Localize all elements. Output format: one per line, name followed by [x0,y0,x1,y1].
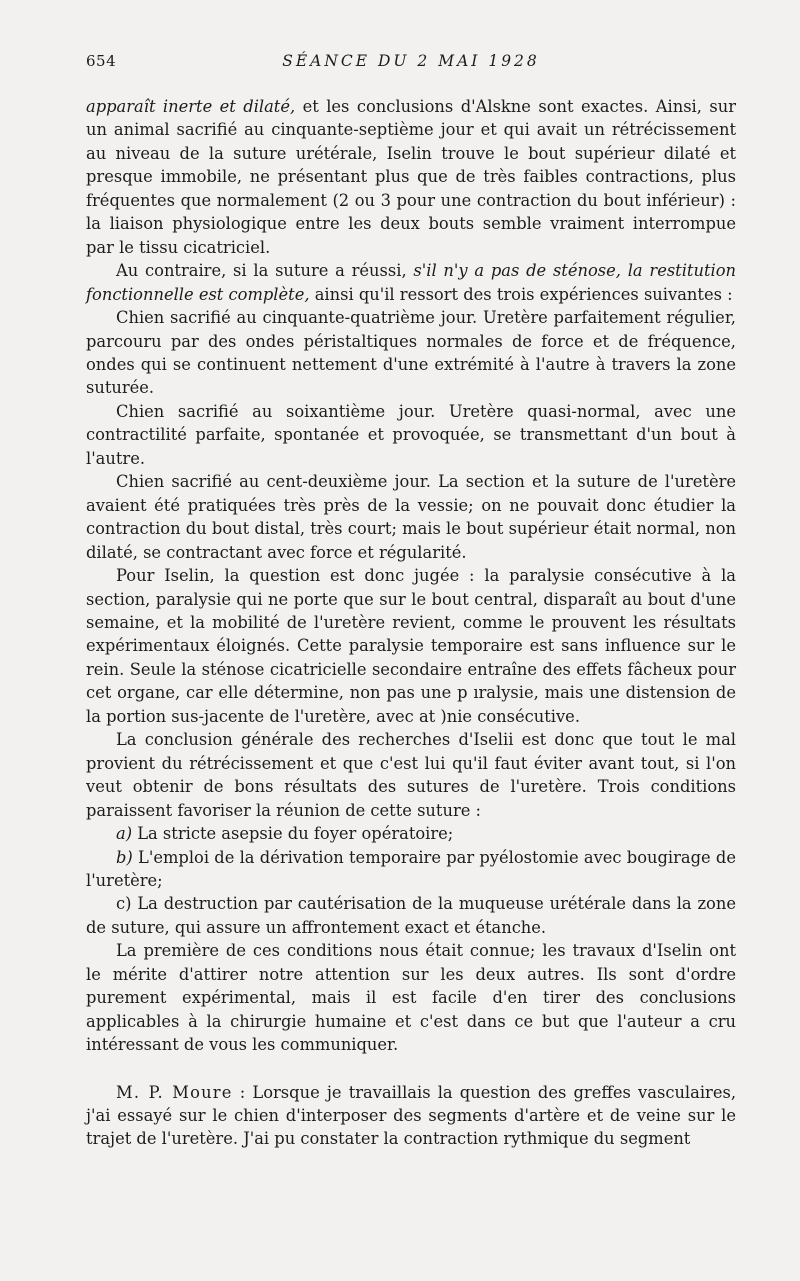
italic-phrase: s'il n'y a pas de sténose, la restitution fonctionnelle est complète, [86,261,736,304]
speaker-paragraph: M. P. Moure : Lorsque je travaillais la question des greffes vasculaires, j'ai essayé sur le chien d'interposer des segments d'artère et de veine sur le trajet de l'uretère. J'ai pu constater la contraction rythmique du segment [86,1082,736,1149]
list-marker: c) [116,894,132,914]
paragraph: Chien sacrifié au cent-deuxième jour. La section et la suture de l'uretère avaient été pratiquées très près de la vessie; on ne pouvait donc étudier la contraction du bout distal, très court; mais le bout supérieur était normal, non dilaté, se contractant avec force et régularité. [86,472,736,562]
list-marker: a) [116,824,133,844]
running-head: SÉANCE DU 2 MAI 1928 [282,52,540,70]
paragraph: Chien sacrifié au cinquante-quatrième jour. Uretère parfaitement régulier, parcouru par des ondes péristaltiques normales de force et de fréquence, ondes qui se continuent nettement d'une extrémité à l'autre à travers la zone suturée. [86,308,736,398]
page-number: 654 [86,52,117,70]
paragraph: La première de ces conditions nous était connue; les travaux d'Iselin ont le mérite d'attirer notre attention sur les deux autres. Ils sont d'ordre purement expérimental, mais il est facile d'en tirer des conclusions applicables à la chirurgie humaine et c'est dans ce but que l'auteur a cru intéressant de vous les communiquer. [86,941,736,1055]
page-header [86,52,736,76]
list-item: b) L'emploi de la dérivation temporaire par pyélostomie avec bougirage de l'uretère; [86,847,736,890]
list-marker: b) [116,847,133,867]
paragraph-continuation: apparaît inerte et dilaté, et les conclusions d'Alskne sont exactes. Ainsi, sur un animal sacrifié au cinquante-septième jour et qui avait un rétrécissement au niveau de la suture urétérale, Iselin trouve le bout supérieur dilaté et presque immobile, ne présentant plus que de très faibles contractions, plus fréquentes que normalement (2 ou 3 pour une contraction du bout inférieur) : la liaison physiologique entre les deux bouts semble vraiment interrompue par le tissu cicatriciel. [86,97,736,257]
paragraph: La conclusion générale des recherches d'Iselii est donc que tout le mal provient du rétrécissement et que c'est lui qu'il faut éviter avant tout, si l'on veut obtenir de bons résultats des sutures de l'uretère. Trois conditions paraissent favoriser la réunion de cette suture : [86,730,736,820]
paragraph: Pour Iselin, la question est donc jugée : la paralysie consécutive à la section, paralysie qui ne porte que sur le bout central, disparaît au bout d'une semaine, et la mobilité de l'uretère revient, comme le prouvent les résultats expérimentaux éloignés. Cette paralysie temporaire est sans influence sur le rein. Seule la sténose cicatricielle secondaire entraîne des effets fâcheux pour cet organe, car elle détermine, non pas une p ıralysie, mais une distension de la portion sus-jacente de l'uretère, avec at )nie consécutive. [86,566,736,726]
body-text [86,95,736,1151]
speaker-name: M. P. Moure [116,1082,233,1102]
list-item: a) La stricte asepsie du foyer opératoire; [116,824,454,844]
paragraph: Au contraire, si la suture a réussi, s'il n'y a pas de sténose, la restitution fonctionnelle est complète, ainsi qu'il ressort des trois expériences suivantes : [86,261,736,304]
paragraph: Chien sacrifié au soixantième jour. Uretère quasi-normal, avec une contractilité parfaite, spontanée et provoquée, se transmettant d'un bout à l'autre. [86,401,736,468]
italic-phrase: apparaît inerte et dilaté, [86,97,296,116]
list-item: c) La destruction par cautérisation de la muqueuse urétérale dans la zone de suture, qui assure un affrontement exact et étanche. [86,894,736,937]
